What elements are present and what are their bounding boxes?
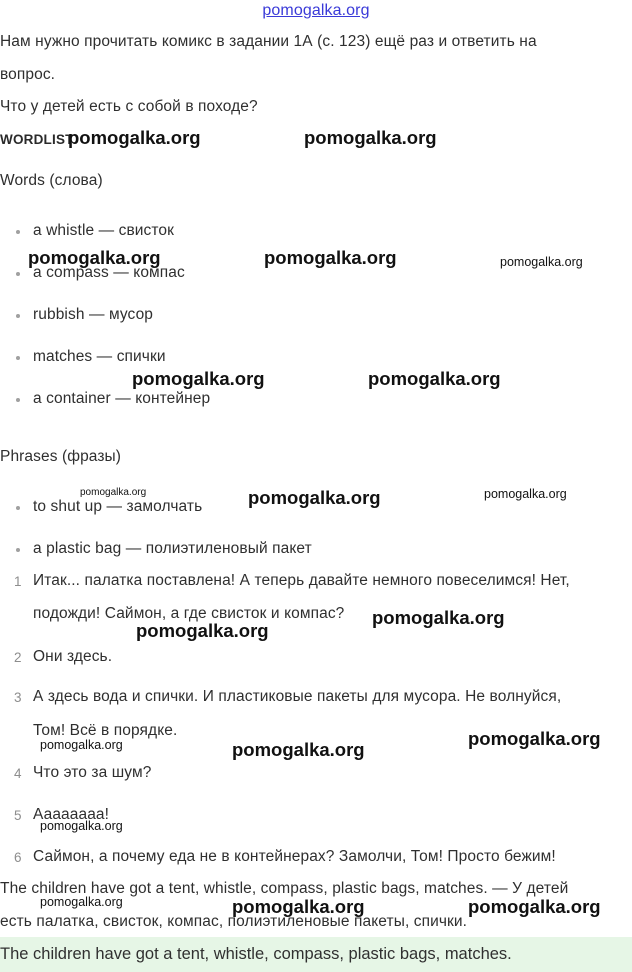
- list-item: Итак... палатка поставлена! А теперь давайте немного повеселимся! Нет,: [33, 572, 570, 589]
- list-item: matches — спички: [33, 348, 166, 365]
- watermark: pomogalka.org: [232, 896, 365, 917]
- watermark: pomogalka.org: [500, 255, 583, 269]
- list-item: a compass — компас: [33, 264, 185, 281]
- words-heading: Words (слова): [0, 172, 103, 189]
- watermark: pomogalka.org: [304, 127, 437, 148]
- watermark: pomogalka.org: [468, 728, 601, 749]
- answer-box: [0, 937, 632, 972]
- bullet-icon: [16, 548, 20, 552]
- bullet-icon: [16, 230, 20, 234]
- intro-question: Что у детей есть с собой в походе?: [0, 98, 258, 115]
- watermark: pomogalka.org: [372, 607, 505, 628]
- item-number: 3: [14, 690, 22, 705]
- watermark: pomogalka.org: [40, 738, 123, 752]
- item-number: 4: [14, 766, 22, 781]
- list-item: Саймон, а почему еда не в контейнерах? Замолчи, Том! Просто бежим!: [33, 848, 556, 865]
- watermark: pomogalka.org: [232, 739, 365, 760]
- watermark: pomogalka.org: [68, 127, 201, 148]
- answer-text: The children have got a tent, whistle, compass, plastic bags, matches.: [0, 945, 512, 963]
- watermark: pomogalka.org: [40, 819, 123, 833]
- watermark: pomogalka.org: [28, 247, 161, 268]
- item-number: 2: [14, 650, 22, 665]
- item-number: 1: [14, 574, 22, 589]
- bullet-icon: [16, 506, 20, 510]
- list-item: rubbish — мусор: [33, 306, 154, 323]
- item-number: 5: [14, 808, 22, 823]
- list-item: Аааааааа!: [33, 806, 110, 823]
- list-item: a whistle — свисток: [33, 222, 175, 239]
- summary-line-1: The children have got a tent, whistle, compass, plastic bags, matches. — У детей: [0, 880, 569, 897]
- list-item: to shut up — замолчать: [33, 498, 203, 515]
- list-item: a plastic bag — полиэтиленовый пакет: [33, 540, 312, 557]
- list-item: Что это за шум?: [33, 764, 152, 781]
- intro-line-2: вопрос.: [0, 66, 56, 83]
- list-item: Они здесь.: [33, 648, 113, 665]
- bullet-icon: [16, 356, 20, 360]
- item-number: 6: [14, 850, 22, 865]
- bullet-icon: [16, 398, 20, 402]
- watermark: pomogalka.org: [40, 895, 123, 909]
- wordlist-heading: WORDLIST: [0, 132, 74, 147]
- list-item: А здесь вода и спички. И пластиковые пакеты для мусора. Не волнуйся,: [33, 688, 562, 705]
- intro-line-1: Нам нужно прочитать комикс в задании 1А (с. 123) ещё раз и ответить на: [0, 33, 537, 50]
- bullet-icon: [16, 314, 20, 318]
- watermark: pomogalka.org: [132, 368, 265, 389]
- watermark: pomogalka.org: [368, 368, 501, 389]
- list-item-continued: Том! Всё в порядке.: [33, 722, 178, 739]
- bullet-icon: [16, 272, 20, 276]
- watermark: pomogalka.org: [264, 247, 397, 268]
- list-item: a container — контейнер: [33, 390, 211, 407]
- site-link[interactable]: pomogalka.org: [262, 2, 370, 19]
- watermark: pomogalka.org: [484, 487, 567, 501]
- summary-line-2: есть палатка, свисток, компас, полиэтиленовые пакеты, спички.: [0, 913, 468, 930]
- watermark: pomogalka.org: [248, 487, 381, 508]
- watermark: pomogalka.org: [80, 487, 147, 498]
- watermark: pomogalka.org: [468, 896, 601, 917]
- list-item-continued: подожди! Саймон, а где свисток и компас?: [33, 605, 345, 622]
- phrases-heading: Phrases (фразы): [0, 448, 122, 465]
- watermark: pomogalka.org: [136, 620, 269, 641]
